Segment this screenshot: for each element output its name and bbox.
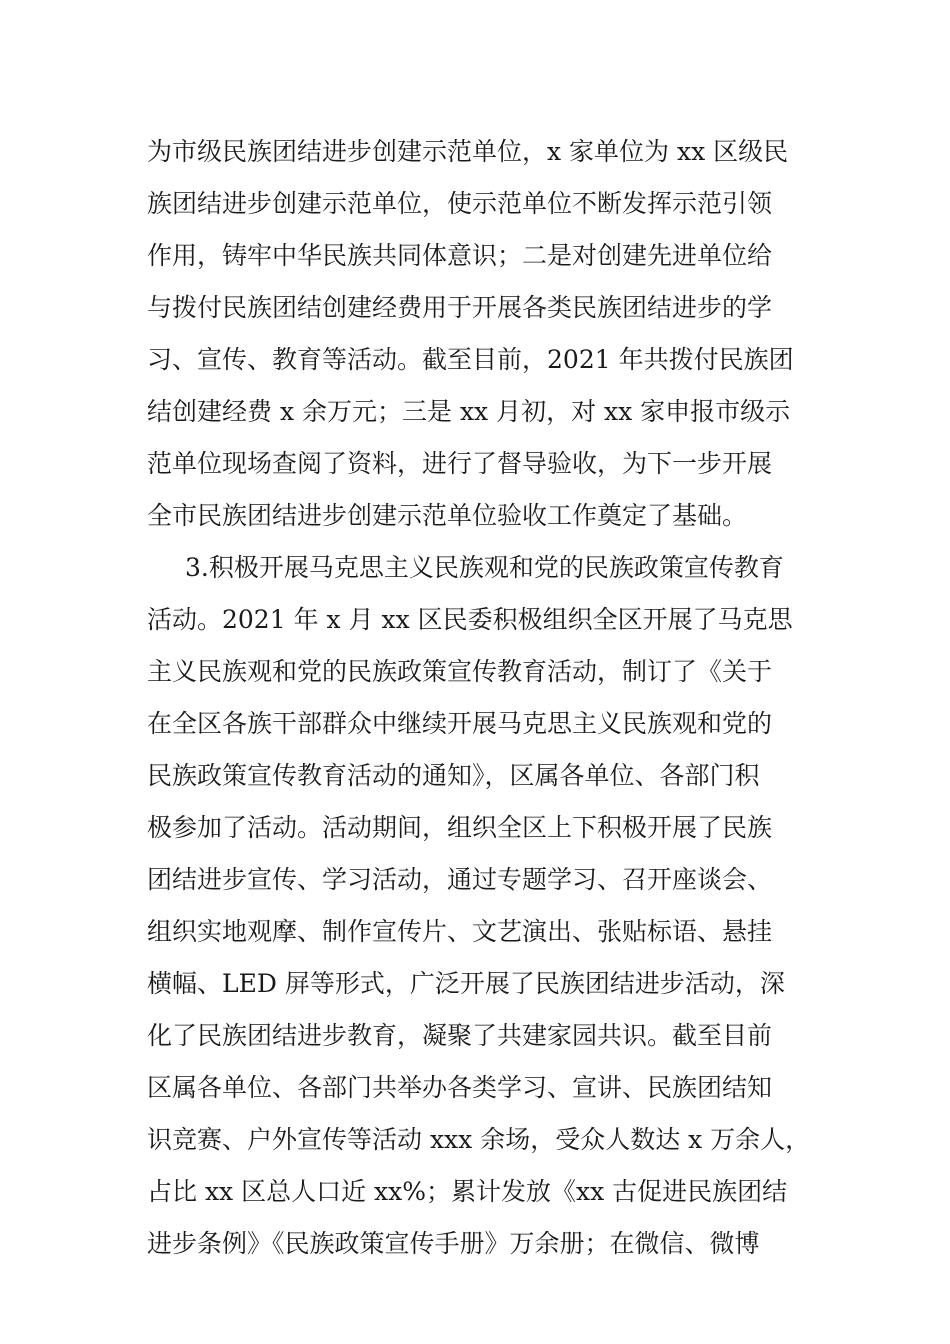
- text-line: 与拨付民族团结创建经费用于开展各类民族团结进步的学: [147, 293, 773, 322]
- text-line: 极参加了活动。活动期间，组织全区上下积极开展了民族: [147, 813, 773, 842]
- text-line: 结创建经费 x 余万元；三是 xx 月初，对 xx 家申报市级示: [147, 397, 791, 426]
- body-text: [147, 128, 817, 1272]
- text-line: 族团结进步创建示范单位，使示范单位不断发挥示范引领: [147, 189, 773, 218]
- text-line: 占比 xx 区总人口近 xx%；累计发放《xx 古促进民族团结: [147, 1177, 788, 1206]
- text-line: 识竞赛、户外宣传等活动 xxx 余场，受众人数达 x 万余人，: [147, 1125, 811, 1154]
- section-heading-line: 3.积极开展马克思主义民族观和党的民族政策宣传教育: [185, 553, 784, 582]
- text-line: 化了民族团结进步教育，凝聚了共建家园共识。截至目前: [147, 1021, 773, 1050]
- text-line: 主义民族观和党的民族政策宣传教育活动，制订了《关于: [147, 657, 773, 686]
- text-line: 全市民族团结进步创建示范单位验收工作奠定了基础。: [147, 501, 748, 530]
- text-line: 横幅、LED 屏等形式，广泛开展了民族团结进步活动，深: [147, 969, 785, 998]
- text-line: 作用，铸牢中华民族共同体意识；二是对创建先进单位给: [147, 241, 773, 270]
- text-line: 在全区各族干部群众中继续开展马克思主义民族观和党的: [147, 709, 773, 738]
- text-line: 进步条例》《民族政策宣传手册》万余册；在微信、微博: [147, 1229, 760, 1258]
- text-line: 活动。2021 年 x 月 xx 区民委积极组织全区开展了马克思: [147, 605, 793, 634]
- text-line: 习、宣传、教育等活动。截至目前，2021 年共拨付民族团: [147, 345, 794, 374]
- text-line: 团结进步宣传、学习活动，通过专题学习、召开座谈会、: [147, 865, 773, 894]
- text-line: 范单位现场查阅了资料，进行了督导验收，为下一步开展: [147, 449, 773, 478]
- text-line: 组织实地观摩、制作宣传片、文艺演出、张贴标语、悬挂: [147, 917, 773, 946]
- text-line: 民族政策宣传教育活动的通知》，区属各单位、各部门积: [147, 761, 760, 790]
- text-line: 为市级民族团结进步创建示范单位，x 家单位为 xx 区级民: [147, 137, 789, 166]
- text-line: 区属各单位、各部门共举办各类学习、宣讲、民族团结知: [147, 1073, 773, 1102]
